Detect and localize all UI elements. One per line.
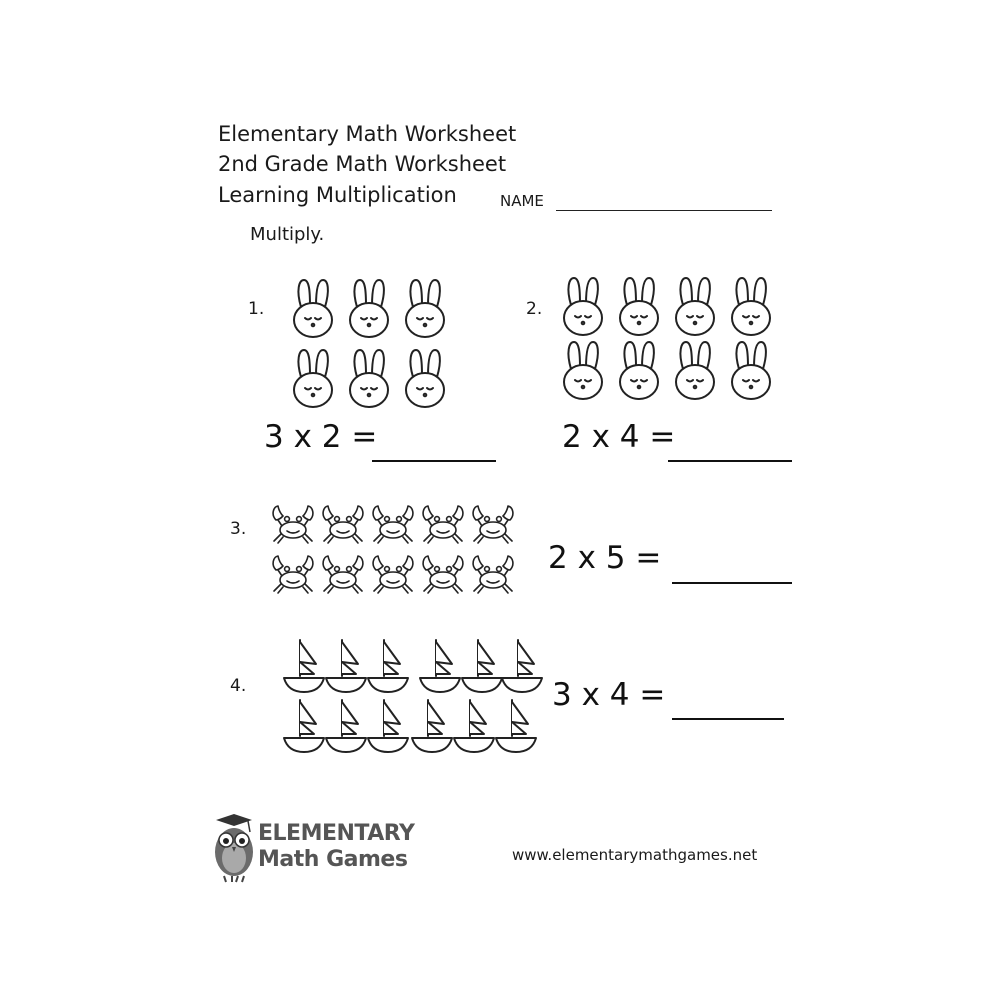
bunny-icon (676, 278, 714, 335)
sailboat-icon (368, 640, 408, 692)
answer-blank[interactable] (672, 582, 792, 584)
bunny-icon (406, 280, 444, 337)
sailboat-icon (326, 640, 366, 692)
crab-icon (323, 506, 363, 543)
grade-subtitle: 2nd Grade Math Worksheet (218, 152, 507, 176)
bunny-icon (620, 278, 658, 335)
crab-icon (273, 506, 313, 543)
sailboat-icon (284, 640, 324, 692)
name-label: NAME (500, 192, 544, 210)
crab-icon (473, 556, 513, 593)
problem-equation: 3 x 2 = (264, 419, 378, 455)
bunny-icon (350, 280, 388, 337)
problem-equation: 2 x 4 = (562, 419, 676, 455)
logo-line-1: ELEMENTARY (258, 821, 415, 846)
crab-icon (423, 556, 463, 593)
logo-line-2: Math Games (258, 847, 408, 872)
sailboat-icon (326, 700, 366, 752)
bunny-group-2 (560, 274, 782, 408)
sailboat-icon (454, 700, 494, 752)
answer-blank[interactable] (668, 460, 792, 462)
bunny-icon (564, 278, 602, 335)
bunny-group-1 (290, 276, 460, 414)
bunny-icon (732, 278, 770, 335)
sailboat-icon (496, 700, 536, 752)
bunny-icon (350, 350, 388, 407)
problem-equation: 2 x 5 = (548, 540, 662, 576)
bunny-icon (620, 342, 658, 399)
sailboat-icon (412, 700, 452, 752)
crab-icon (273, 556, 313, 593)
crab-icon (373, 556, 413, 593)
instructions: Multiply. (250, 224, 325, 245)
problem-number: 3. (230, 519, 247, 539)
crab-icon (373, 506, 413, 543)
bunny-icon (406, 350, 444, 407)
answer-blank[interactable] (372, 460, 496, 462)
bunny-icon (294, 350, 332, 407)
crab-icon (423, 506, 463, 543)
website-url: www.elementarymathgames.net (512, 846, 758, 864)
crab-icon (323, 556, 363, 593)
worksheet-title: Elementary Math Worksheet (218, 122, 517, 146)
sailboat-icon (284, 700, 324, 752)
bunny-icon (294, 280, 332, 337)
name-field-line (556, 210, 772, 211)
sailboat-group (282, 636, 544, 754)
bunny-icon (676, 342, 714, 399)
problem-number: 1. (248, 299, 265, 319)
sailboat-icon (462, 640, 502, 692)
crab-icon (473, 506, 513, 543)
owl-logo-icon (208, 814, 260, 888)
sailboat-icon (502, 640, 542, 692)
problem-number: 4. (230, 676, 247, 696)
bunny-icon (732, 342, 770, 399)
answer-blank[interactable] (672, 718, 784, 720)
crab-group (268, 504, 520, 598)
bunny-icon (564, 342, 602, 399)
sailboat-icon (420, 640, 460, 692)
problem-number: 2. (526, 299, 543, 319)
topic-subtitle: Learning Multiplication (218, 183, 457, 207)
problem-equation: 3 x 4 = (552, 677, 666, 713)
sailboat-icon (368, 700, 408, 752)
